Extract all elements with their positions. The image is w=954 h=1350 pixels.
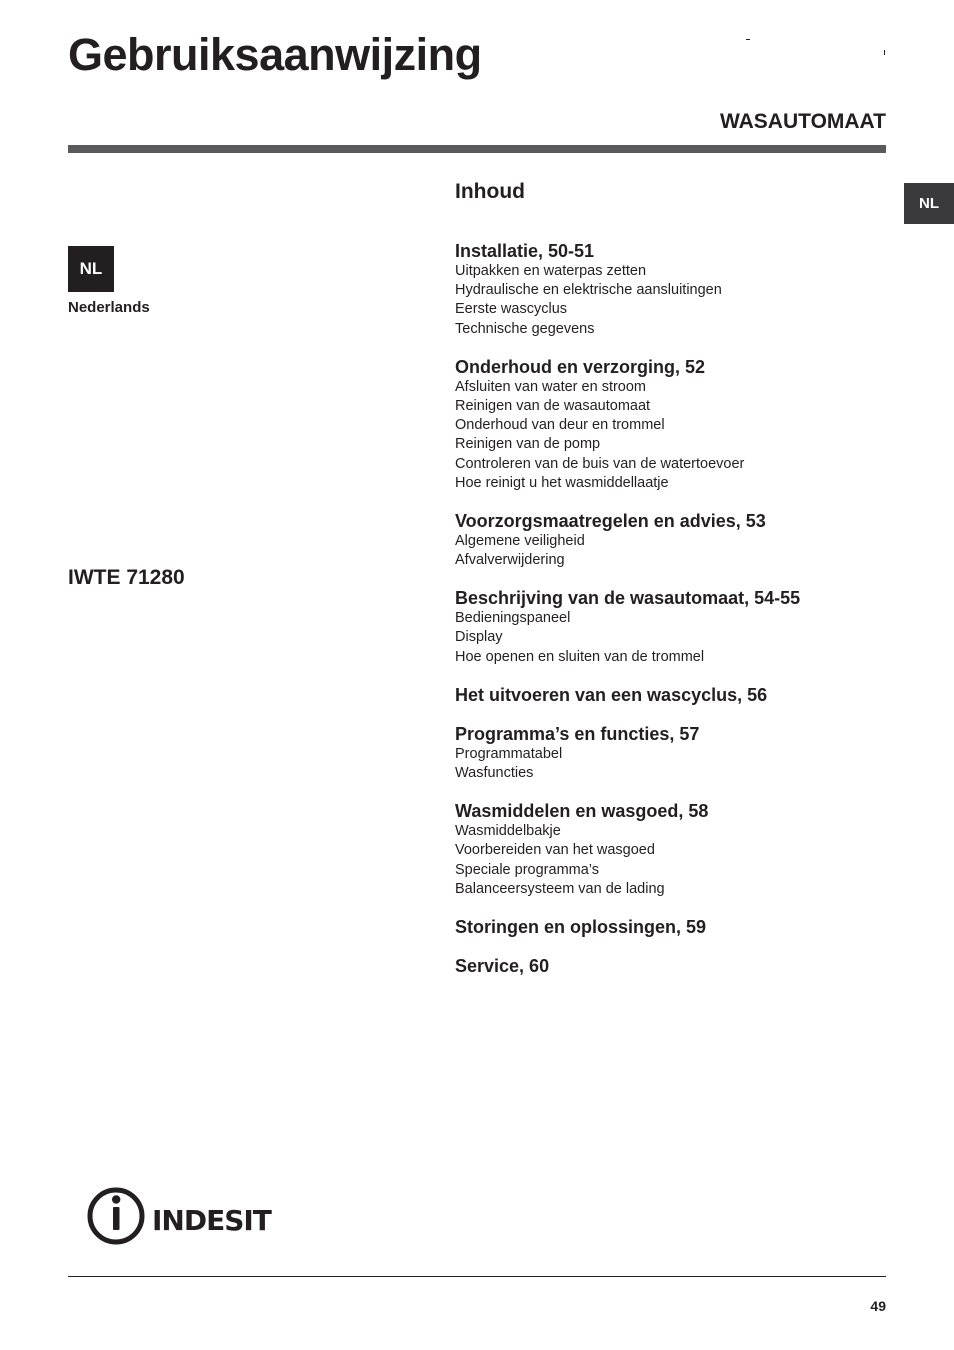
- toc-item: Balanceersysteem van de lading: [455, 880, 665, 897]
- toc-item: Controleren van de buis van de watertoevoer: [455, 455, 745, 472]
- model-number: IWTE 71280: [68, 566, 185, 589]
- header-rule: [68, 145, 886, 153]
- toc-section-title: Voorzorgsmaatregelen en advies, 53: [455, 510, 766, 531]
- language-name: Nederlands: [68, 299, 150, 316]
- toc-section: [455, 800, 895, 899]
- toc-section: [455, 587, 895, 667]
- toc-item: Wasfuncties: [455, 765, 534, 781]
- toc-section: [455, 356, 895, 493]
- toc-section-title: Storingen en oplossingen, 59: [455, 916, 707, 937]
- toc-section-title: Programma’s en functies, 57: [455, 723, 700, 744]
- page-number: 49: [870, 1298, 886, 1314]
- toc-section-title: Installatie, 50-51: [455, 241, 595, 261]
- toc-item: Hoe reinigt u het wasmiddellaatje: [455, 474, 669, 491]
- toc-item: Reinigen van de pomp: [455, 436, 601, 453]
- toc-item: Afvalverwijdering: [455, 552, 565, 569]
- toc-item: Hydraulische en elektrische aansluitingen: [455, 282, 722, 299]
- toc-item: Display: [455, 629, 503, 646]
- toc-item: Bedieningspaneel: [455, 610, 571, 627]
- footer-rule: [68, 1276, 886, 1277]
- document-subtitle: WASAUTOMAAT: [719, 110, 886, 133]
- toc-item: Onderhoud van deur en trommel: [455, 417, 665, 434]
- toc-section-title: Wasmiddelen en wasgoed, 58: [455, 801, 709, 822]
- toc-section: [455, 955, 895, 977]
- language-tab: NL: [904, 183, 954, 224]
- toc-item: Wasmiddelbakje: [455, 823, 561, 840]
- toc-item: Voorbereiden van het wasgoed: [455, 842, 655, 859]
- toc-heading: Inhoud: [455, 180, 525, 203]
- toc-item: Algemene veiligheid: [455, 532, 585, 549]
- brand-wordmark: indesit: [152, 1194, 271, 1240]
- toc-section: [455, 684, 895, 706]
- toc-item: Speciale programma’s: [455, 861, 599, 878]
- toc-section: [455, 916, 895, 938]
- toc-item: Afsluiten van water en stroom: [455, 378, 647, 395]
- crop-mark: [746, 39, 750, 40]
- toc-item: Hoe openen en sluiten van de trommel: [455, 648, 705, 665]
- toc-section: [455, 240, 895, 339]
- toc-section-title: Het uitvoeren van een wascyclus, 56: [455, 684, 768, 705]
- toc-item: Programmatabel: [455, 745, 563, 762]
- toc-item: Reinigen van de wasautomaat: [455, 397, 651, 414]
- toc-item: Eerste wascyclus: [455, 301, 568, 318]
- table-of-contents: [455, 240, 895, 977]
- indesit-logo-icon: [86, 1185, 318, 1247]
- toc-item: Technische gegevens: [455, 320, 595, 337]
- language-badge: NL: [68, 246, 114, 292]
- toc-section: [455, 723, 895, 783]
- brand-logo: [86, 1185, 318, 1252]
- page-title: Gebruiksaanwijzing: [68, 29, 482, 80]
- toc-item: Uitpakken en waterpas zetten: [455, 263, 647, 279]
- crop-mark: [884, 50, 885, 55]
- toc-section-title: Beschrijving van de wasautomaat, 54-55: [455, 588, 801, 609]
- toc-section: [455, 510, 895, 570]
- toc-section-title: Service, 60: [455, 955, 550, 976]
- toc-section-title: Onderhoud en verzorging, 52: [455, 356, 706, 377]
